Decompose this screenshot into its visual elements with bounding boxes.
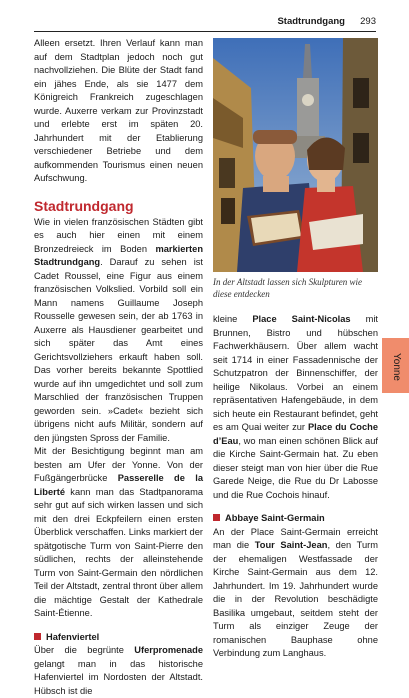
paragraph-stadtrundgang xyxy=(34,216,203,446)
text-run: , den Turm der ehemaligen Westfassade der Kirche Saint-Germain aus dem 12. Jahrhundert. Im 19. Jahrhundert wurde die in der Revolution beschädigte Basilika umgebaut, seitdem steht der Turm als einziger Zeuge der romanischen Bauphase ohne Verbindung zum Langhaus. xyxy=(213,540,378,658)
text-run: Mit der Besichtigung beginnt man am besten am Ufer der Yonne. Von der Fußgängerbrücke xyxy=(34,446,203,483)
text-run: kann man das Stadtpanorama sehr gut auf sich wirken lassen und sich mit den drei Eckpfeilern einen ersten Überblick verschaffen. Links markiert der spätgotische Turm von Saint-Pierre den südlichen, rechts der alleinstehende Turm von Saint-Germain den nördlichen Teil der Altstadt, zentral thront über allem die mächtige Gestalt der Kathedrale Saint-Étienne. xyxy=(34,486,203,618)
text-run: gelangt man in das historische Hafenviertel im Nordosten der Altstadt. Hübsch ist die xyxy=(34,658,203,696)
paragraph-saint-nicolas xyxy=(213,313,378,502)
running-header xyxy=(34,16,376,32)
text-run: An der Place Saint-Germain erreicht man die xyxy=(213,526,378,550)
red-square-icon xyxy=(34,633,41,640)
intro-paragraph: Alleen ersetzt. Ihren Verlauf kann man auf dem Stadtplan jedoch noch gut nachvollziehen. Die Blüte der Stadt fand ein jähes Ende, als sie 1477 dem Königreich Frankreich zugeschlagen wurde. Auxerre verkam zur Provinzstadt und erlebte erst im späten 20. Jahrhundert mit der Etablierung verschiedener Betriebe und dem aufkommenden Tourismus einen neuen Aufschwung. xyxy=(34,38,203,183)
left-column xyxy=(34,37,203,698)
text-run: mit Brunnen, Bistro und hübschen Fachwerkhäusern. Über allem wacht seit 1714 in einer Fassadennische der Schutzpatron der Binnenschiffer, der heilige Nikolaus. Vorbei an einem repräsentativen Hafengebäude, in dem sich heute ein Restaurant befindet, geht es am Quai weiter zur xyxy=(213,314,378,432)
paragraph-besichtigung xyxy=(34,445,203,621)
region-side-tab-label xyxy=(377,353,402,405)
text-run: . Darauf zu sehen ist Cadet Roussel, eine Figur aus einem französischen Volkslied. Vorbild soll ein Mann namens Guillaume Joseph Rousselle gewesen sein, der ab 1763 in Auxerre als Hausdiener gearbeitet und sich später das Amt eines Gerichtsvollziehers erkauft haben soll. Das vorher bereits bekannte Spottlied wurde auf ihn umgedichtet und soll zum Marschlied der französischen Truppen geworden sein. »Cadet« bezieht sich übrigens nicht aufs Militär, sondern auf den jüngsten Spross der Familie. xyxy=(34,257,203,443)
text-run: Über die begrünte xyxy=(34,645,135,655)
right-column xyxy=(213,313,378,661)
side-tab-text: Yonne xyxy=(391,353,402,381)
header-rule xyxy=(34,31,376,32)
subhead-abbaye xyxy=(213,512,378,526)
paragraph-abbaye xyxy=(213,526,378,661)
highlight-place-saint-nicolas: Place Saint-Nicolas xyxy=(252,314,351,324)
paragraph-hafenviertel xyxy=(34,644,203,698)
photo-caption: In der Altstadt lassen sich Skulpturen wie diese entdecken xyxy=(213,277,362,299)
subhead-label: Hafenviertel xyxy=(46,631,100,642)
highlight-markierten-stadtrundgang: markierten Stadtrundgang xyxy=(34,243,203,267)
highlight-uferpromenade: Uferpromenade xyxy=(134,645,203,655)
subhead-hafenviertel xyxy=(34,631,203,645)
text-run: , wo man einen schönen Blick auf die Kirche Saint-Germain hat. Zu eben dieser steigt man von hier über die Rue Garede Neige, die Rue du Dr Labosse und die Rue Cochois hinauf. xyxy=(213,435,378,500)
sculpture-photo xyxy=(213,38,378,272)
highlight-place-du-coche: Place du Coche d’Eau xyxy=(213,422,378,446)
page-number: 293 xyxy=(360,16,376,27)
highlight-tour-saint-jean: Tour Saint-Jean xyxy=(254,540,328,550)
running-header-title: Stadtrundgang xyxy=(277,16,345,27)
red-square-icon xyxy=(213,514,220,521)
text-run: kleine xyxy=(213,314,253,324)
highlight-passerelle: Passerelle de la Liberté xyxy=(34,473,203,497)
section-title: Stadtrundgang xyxy=(34,197,134,214)
subhead-label: Abbaye Saint-Germain xyxy=(225,513,325,523)
text-run: Wie in vielen französischen Städten gibt es auch hier einen mit einem Bronzedreieck im Boden xyxy=(34,216,203,254)
